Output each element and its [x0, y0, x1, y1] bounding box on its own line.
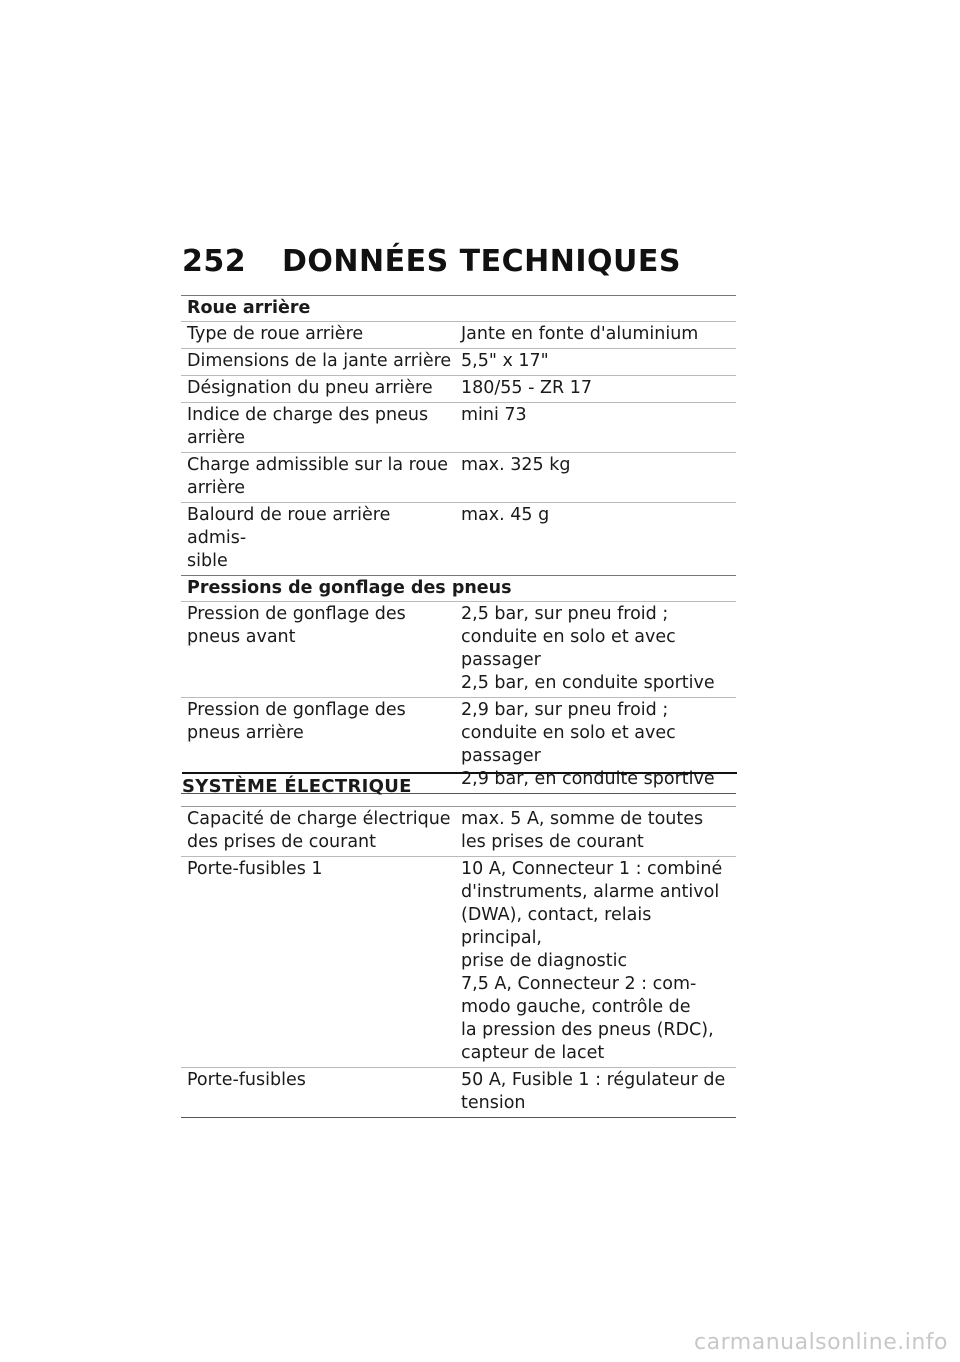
spec-value [459, 858, 736, 1065]
spec-value-line: 2,9 bar, sur pneu froid ; [461, 700, 669, 720]
table-row [181, 402, 736, 452]
spec-value-line: mini 73 [461, 405, 527, 425]
spec-label-line: sible [187, 551, 228, 571]
table-row [181, 375, 736, 402]
spec-label-line: Porte-fusibles 1 [187, 859, 323, 879]
page-number: 252 [182, 244, 247, 279]
spec-label-line: pneus avant [187, 627, 296, 647]
spec-value-line: 2,5 bar, en conduite sportive [461, 673, 715, 693]
spec-value-line: 2,9 bar, en conduite sportive [461, 769, 715, 789]
spec-value [459, 603, 736, 695]
spec-value-line: 7,5 A, Connecteur 2 : com- [461, 974, 697, 994]
page-title: DONNÉES TECHNIQUES [282, 244, 681, 279]
spec-label-line: des prises de courant [187, 832, 377, 852]
spec-value [459, 808, 736, 854]
spec-label-line: Désignation du pneu arrière [187, 378, 433, 398]
spec-label [181, 350, 459, 373]
spec-value-line: prise de diagnostic [461, 951, 628, 971]
spec-label-line: arrière [187, 428, 246, 448]
spec-value [459, 404, 736, 450]
spec-label-line: Charge admissible sur la roue [187, 455, 448, 475]
spec-label [181, 808, 459, 854]
spec-label-line: Indice de charge des pneus [187, 405, 429, 425]
spec-label-line: Type de roue arrière [187, 324, 364, 344]
section-title-electrical: SYSTÈME ÉLECTRIQUE [182, 772, 737, 797]
spec-label-line: Dimensions de la jante arrière [187, 351, 452, 371]
spec-label [181, 377, 459, 400]
spec-label-line: Pression de gonflage des [187, 604, 406, 624]
spec-label [181, 323, 459, 346]
tire-pressure-rows [181, 601, 736, 794]
spec-value-line: passager [461, 746, 541, 766]
spec-value [459, 1069, 736, 1115]
spec-value-line: (DWA), contact, relais principal, [461, 905, 652, 948]
section-heading-tire-pressure: Pressions de gonflage des pneus [181, 575, 736, 601]
spec-label-line: arrière [187, 478, 246, 498]
spec-value-line: conduite en solo et avec [461, 627, 676, 647]
spec-value [459, 323, 736, 346]
table-row [181, 452, 736, 502]
spec-value-line: capteur de lacet [461, 1043, 605, 1063]
spec-value-line: la pression des pneus (RDC), [461, 1020, 714, 1040]
spec-label [181, 404, 459, 450]
spec-value-line: max. 45 g [461, 505, 550, 525]
table-row [181, 806, 736, 856]
spec-value-line: 10 A, Connecteur 1 : combiné [461, 859, 723, 879]
spec-value-line: Jante en fonte d'aluminium [461, 324, 699, 344]
spec-label-line: Pression de gonflage des [187, 700, 406, 720]
watermark: carmanualsonline.info [694, 1330, 948, 1355]
spec-value-line: conduite en solo et avec [461, 723, 676, 743]
spec-value [459, 504, 736, 573]
spec-value [459, 454, 736, 500]
spec-value-line: passager [461, 650, 541, 670]
spec-label-line: Balourd de roue arrière admis- [187, 505, 391, 548]
spec-value-line: tension [461, 1093, 526, 1113]
spec-label [181, 858, 459, 1065]
spec-label-line: Capacité de charge électrique [187, 809, 451, 829]
section-heading-rear-wheel: Roue arrière [181, 295, 736, 321]
table-row [181, 321, 736, 348]
page-header [182, 244, 681, 279]
spec-label [181, 454, 459, 500]
spec-value-line: d'instruments, alarme antivol [461, 882, 720, 902]
electrical-rows [181, 806, 736, 1118]
spec-label-line: pneus arrière [187, 723, 304, 743]
spec-value-line: modo gauche, contrôle de [461, 997, 691, 1017]
spec-value-line: 5,5" x 17" [461, 351, 549, 371]
table-row [181, 1067, 736, 1118]
spec-label [181, 504, 459, 573]
spec-value [459, 350, 736, 373]
rear-wheel-table [181, 295, 736, 794]
spec-label [181, 603, 459, 695]
table-row [181, 856, 736, 1067]
spec-label-line: Porte-fusibles [187, 1070, 306, 1090]
table-row [181, 601, 736, 697]
spec-value-line: 180/55 - ZR 17 [461, 378, 592, 398]
spec-label [181, 1069, 459, 1115]
spec-value-line: 2,5 bar, sur pneu froid ; [461, 604, 669, 624]
spec-value [459, 377, 736, 400]
spec-value-line: 50 A, Fusible 1 : régulateur de [461, 1070, 726, 1090]
table-row [181, 348, 736, 375]
spec-value-line: max. 5 A, somme de toutes [461, 809, 704, 829]
table-row [181, 502, 736, 575]
spec-value-line: max. 325 kg [461, 455, 571, 475]
spec-value-line: les prises de courant [461, 832, 644, 852]
rear-wheel-rows [181, 321, 736, 575]
electrical-table [181, 806, 736, 1118]
